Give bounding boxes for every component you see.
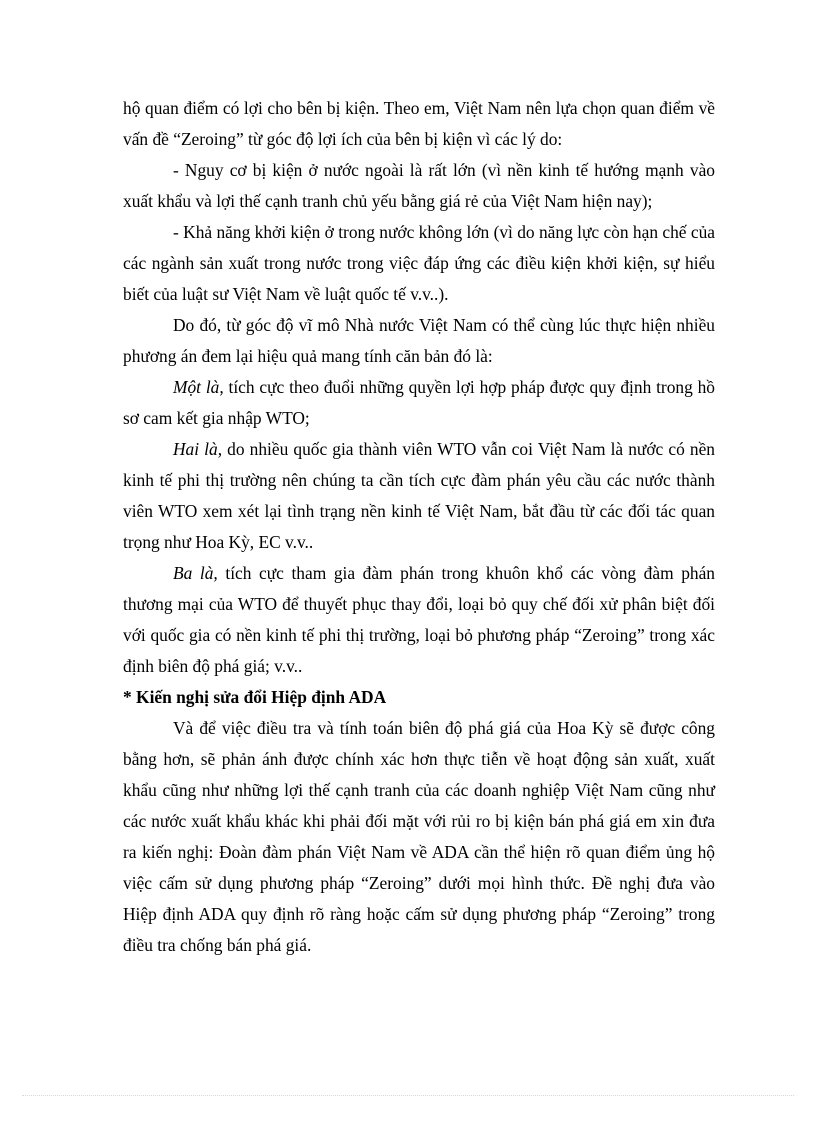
point-1-text: tích cực theo đuổi những quyền lợi hợp pháp được quy định trong hồ sơ cam kết gia nhập WTO; — [123, 377, 715, 428]
point-3-lead: Ba là, — [173, 563, 218, 583]
paragraph-conclusion: Do đó, từ góc độ vĩ mô Nhà nước Việt Nam có thể cùng lúc thực hiện nhiều phương án đem lại hiệu quả mang tính căn bản đó là: — [123, 315, 715, 366]
paragraph-point-2 — [123, 434, 715, 558]
paragraph-reason-1: - Nguy cơ bị kiện ở nước ngoài là rất lớn (vì nền kinh tế hướng mạnh vào xuất khẩu và lợi thế cạnh tranh chủ yếu bằng giá rẻ của Việt Nam hiện nay); — [123, 160, 715, 211]
paragraph-recommendation: Và để việc điều tra và tính toán biên độ phá giá của Hoa Kỳ sẽ được công bằng hơn, sẽ phản ánh được chính xác hơn thực tiễn về hoạt động sản xuất, xuất khẩu cũng như những lợi thế cạnh tranh của các doanh nghiệp Việt Nam cũng như các nước xuất khẩu khác khi phải đối mặt với rủi ro bị kiện bán phá giá em xin đưa ra kiến nghị: Đoàn đàm phán Việt Nam về ADA cần thể hiện rõ quan điểm ủng hộ việc cấm sử dụng phương pháp “Zeroing” dưới mọi hình thức. Đề nghị đưa vào Hiệp định ADA quy định rõ ràng hoặc cấm sử dụng phương pháp “Zeroing” trong điều tra chống bán phá giá. — [123, 718, 715, 955]
point-3-text: tích cực tham gia đàm phán trong khuôn khổ các vòng đàm phán thương mại của WTO để thuyết phục thay đổi, loại bỏ quy chế đối xử phân biệt đối với quốc gia có nền kinh tế phi thị trường, loại bỏ phương pháp “Zeroing” trong xác định biên độ phá giá; v.v.. — [123, 563, 715, 676]
section-heading: * Kiến nghị sửa đổi Hiệp định ADA — [123, 687, 387, 707]
paragraph-point-3 — [123, 558, 715, 682]
paragraph-continuation: hộ quan điểm có lợi cho bên bị kiện. Theo em, Việt Nam nên lựa chọn quan điểm về vấn đề “Zeroing” từ góc độ lợi ích của bên bị kiện vì các lý do: — [123, 98, 715, 149]
paragraph-point-1 — [123, 372, 715, 434]
point-1-lead: Một là, — [173, 377, 224, 397]
paragraph-reason-2: - Khả năng khởi kiện ở trong nước không lớn (vì do năng lực còn hạn chế của các ngành sản xuất trong nước trong việc đáp ứng các điều kiện khởi kiện, sự hiểu biết của luật sư Việt Nam về luật quốc tế v.v..). — [123, 222, 715, 304]
body-text — [123, 93, 715, 961]
point-2-lead: Hai là, — [173, 439, 223, 459]
page-bottom-divider — [22, 1095, 794, 1096]
point-2-text: do nhiều quốc gia thành viên WTO vẫn coi Việt Nam là nước có nền kinh tế phi thị trường nên chúng ta cần tích cực đàm phán yêu cầu các nước thành viên WTO xem xét lại tình trạng nền kinh tế Việt Nam, bắt đầu từ các đối tác quan trọng như Hoa Kỳ, EC v.v.. — [123, 439, 715, 552]
